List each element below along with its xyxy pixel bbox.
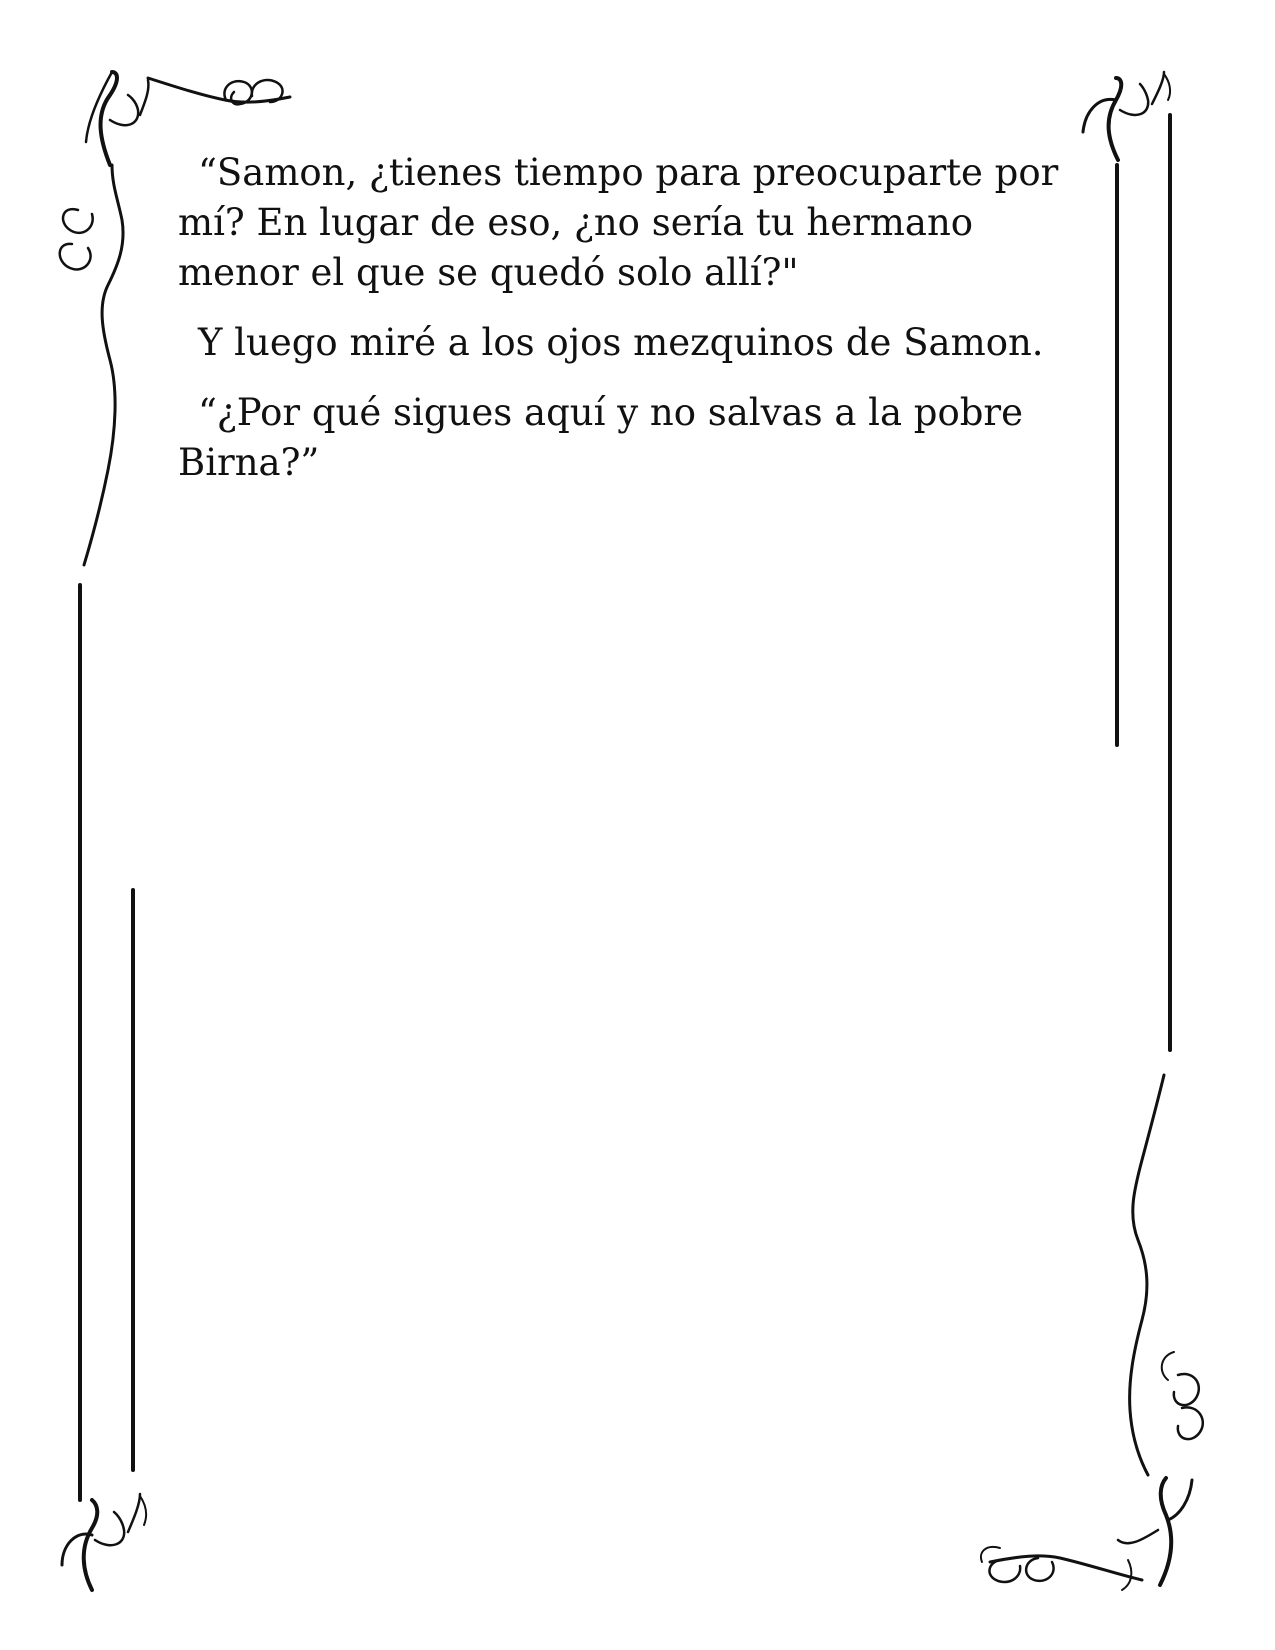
paragraph-2: Y luego miré a los ojos mezquinos de Samon.	[198, 321, 1044, 364]
bottom-right-flourish	[981, 1075, 1203, 1590]
top-right-flourish	[1083, 72, 1170, 160]
paragraph-1: “Samon, ¿tienes tiempo para preocuparte por mí? En lugar de eso, ¿no sería tu hermano menor el que se quedó solo allí?"	[178, 151, 1059, 294]
bottom-left-flourish	[62, 1494, 146, 1590]
paragraph-3: “¿Por qué sigues aquí y no salvas a la pobre Birna?”	[178, 391, 1024, 484]
story-text	[178, 148, 1078, 508]
